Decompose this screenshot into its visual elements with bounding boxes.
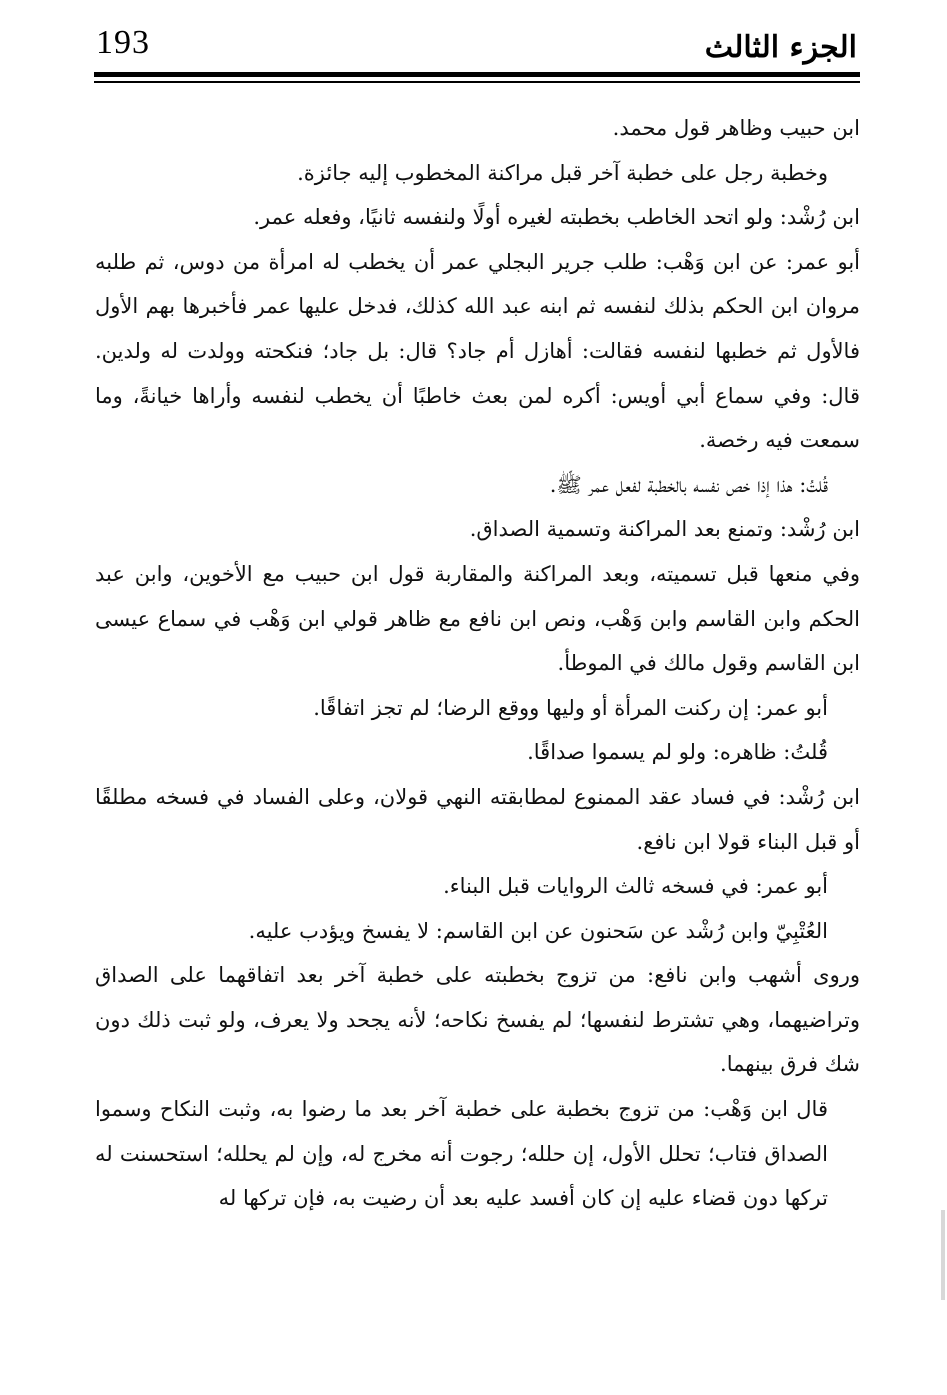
paragraph: ابن رُشْد: وتمنع بعد المراكنة وتسمية الصداق. <box>469 517 860 542</box>
paragraph: ابن حبيب وظاهر قول محمد. <box>612 116 860 140</box>
header-rule-thick <box>94 72 860 77</box>
paragraph: قُلتُ: ظاهره: ولو لم يسموا صداقًا. <box>527 740 828 765</box>
paragraph: قُلتُ: هذا إذا خص نفسه بالخطبة لفعل عمر ﷺ. <box>549 472 828 497</box>
scan-edge-shadow <box>941 1210 945 1300</box>
main-text <box>95 106 860 1221</box>
page-number: 193 <box>96 24 150 61</box>
paragraph: ابن رُشْد: في فساد عقد الممنوع لمطابقته النهي قولان، وعلى الفساد في فسخه مطلقًا أو قبل البناء قولا ابن نافع. <box>95 784 860 854</box>
paragraph: أبو عمر: عن ابن وَهْب: طلب جرير البجلي عمر أن يخطب له امرأة من دوس، ثم طلبه مروان ابن الحكم بذلك لنفسه ثم ابنه عبد الله كذلك، فدخل عليها عمر فأخبرها بهم الأول فالأول ثم خطبها لنفسه فقالت: أهازل أم جاد؟ قال: بل جاد؛ فنكحته وولدت له ولدين. قال: وفي سماع أبي أويس: أكره لمن بعث خاطبًا أن يخطب لنفسه وأراها خيانةً، وما سمعت فيه رخصة. <box>95 249 860 453</box>
paragraph: أبو عمر: إن ركنت المرأة أو وليها ووقع الرضا؛ لم تجز اتفاقًا. <box>313 695 828 720</box>
paragraph: ابن رُشْد: ولو اتحد الخاطب بخطبته لغيره أولًا ولنفسه ثانيًا، وفعله عمر. <box>253 205 860 230</box>
paragraph: قال ابن وَهْب: من تزوج بخطبة على خطبة آخر بعد ما رضوا به، وثبت النكاح وسموا الصداق فتاب؛ تحلل الأول، إن حلله؛ رجوت أنه مخرج له، وإن لم يحلله؛ استحسنت له تركها دون قضاء عليه إن كان أفسد عليه بعد أن رضيت به، فإن تركها له <box>95 1097 828 1211</box>
paragraph: وروى أشهب وابن نافع: من تزوج بخطبته على خطبة آخر بعد اتفاقهما على الصداق وتراضيهما، وهي تشترط لنفسها؛ لم يفسخ نكاحه؛ لأنه يجحد ولا يعرف، ولو ثبت ذلك دون شك فرق بينهما. <box>95 963 860 1077</box>
paragraph: العُتْبِيّ وابن رُشْد عن سَحنون عن ابن القاسم: لا يفسخ ويؤدب عليه. <box>248 918 828 943</box>
running-title: الجزء الثالث <box>704 30 857 65</box>
paragraph: أبو عمر: في فسخه ثالث الروايات قبل البناء. <box>443 874 828 899</box>
paragraph: وفي منعها قبل تسميته، وبعد المراكنة والمقاربة قول ابن حبيب مع الأخوين، وابن عبد الحكم وابن القاسم وابن وَهْب، ونص ابن نافع مع ظاهر قولي ابن وَهْب في سماع عيسى ابن القاسم وقول مالك في الموطأ. <box>95 561 860 676</box>
paragraph: وخطبة رجل على خطبة آخر قبل مراكنة المخطوب إليه جائزة. <box>297 160 828 185</box>
header-rule-thin <box>94 81 860 83</box>
